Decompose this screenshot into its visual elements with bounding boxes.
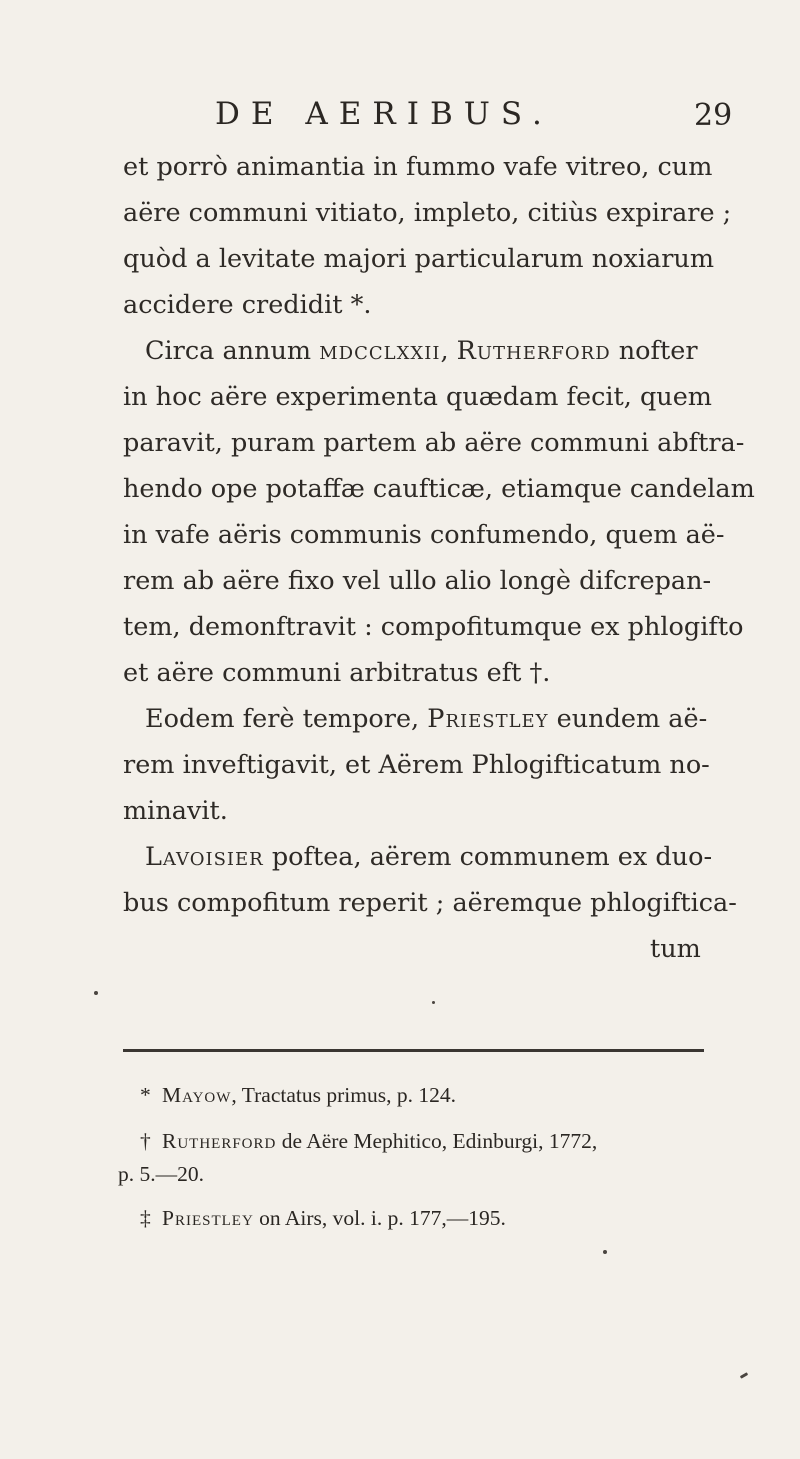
text-run: poftea, aërem communem ex duo- <box>263 842 713 872</box>
cited-author: Rutherford <box>162 1129 277 1153</box>
cited-author: Mayow <box>162 1083 232 1107</box>
ink-speck <box>432 1001 435 1004</box>
text-line: rem ab aëre fixo vel ullo alio longè difcrepan- <box>123 566 712 596</box>
text-run: Eodem ferè tempore, <box>145 704 428 734</box>
text-line: bus compofitum reperit ; aëremque phlogiftica- <box>123 888 737 918</box>
text-line <box>145 842 712 872</box>
text-line: tem, demonftravit : compofitumque ex phlogifto <box>123 612 744 642</box>
ink-speck <box>740 1372 748 1379</box>
footnote-mark: † <box>140 1129 151 1153</box>
footnote <box>140 1082 456 1108</box>
footnote-mark: ‡ <box>140 1206 151 1230</box>
text-line: et aëre communi arbitratus eft †. <box>123 658 551 688</box>
text-run: , <box>440 336 457 366</box>
footnote-continuation: p. 5.—20. <box>118 1162 204 1186</box>
text-line <box>145 336 698 366</box>
catchword: tum <box>650 934 701 964</box>
ink-speck <box>603 1250 607 1254</box>
text-line: paravit, puram partem ab aëre communi abftra- <box>123 428 745 458</box>
running-head: DE AERIBUS. <box>215 96 553 132</box>
citation-text: , Tractatus primus, p. 124. <box>231 1083 456 1107</box>
footnote <box>140 1128 597 1154</box>
author-name: Lavoisier <box>145 842 264 872</box>
footnote-mark: * <box>140 1083 151 1107</box>
author-name: Rutherford <box>456 336 611 366</box>
text-run: Circa annum <box>145 336 320 366</box>
cited-author: Priestley <box>162 1206 254 1230</box>
author-name: Priestley <box>427 704 549 734</box>
footnote-rule <box>123 1049 704 1052</box>
text-line: in hoc aëre experimenta quædam fecit, quem <box>123 382 712 412</box>
text-line: quòd a levitate majori particularum noxiarum <box>123 244 715 274</box>
ink-speck <box>94 991 98 995</box>
citation-text: on Airs, vol. i. p. 177,—195. <box>253 1206 506 1230</box>
footnote <box>140 1205 506 1231</box>
text-line: minavit. <box>123 796 228 826</box>
text-line: in vafe aëris communis confumendo, quem aë- <box>123 520 725 550</box>
citation-text: de Aëre Mephitico, Edinburgi, 1772, <box>276 1129 598 1153</box>
year-roman-numeral: mdcclxxii <box>319 336 441 366</box>
text-line <box>145 704 707 734</box>
text-line: aëre communi vitiato, impleto, citiùs expirare ; <box>123 198 732 228</box>
text-line: hendo ope potaffæ caufticæ, etiamque candelam <box>123 474 755 504</box>
text-line: accidere credidit *. <box>123 290 372 320</box>
text-line: rem inveftigavit, et Aërem Phlogifticatum no- <box>123 750 710 780</box>
page-number: 29 <box>694 98 733 133</box>
text-run: eundem aë- <box>548 704 708 734</box>
text-run: nofter <box>610 336 698 366</box>
text-line: et porrò animantia in fummo vafe vitreo, cum <box>123 152 713 182</box>
